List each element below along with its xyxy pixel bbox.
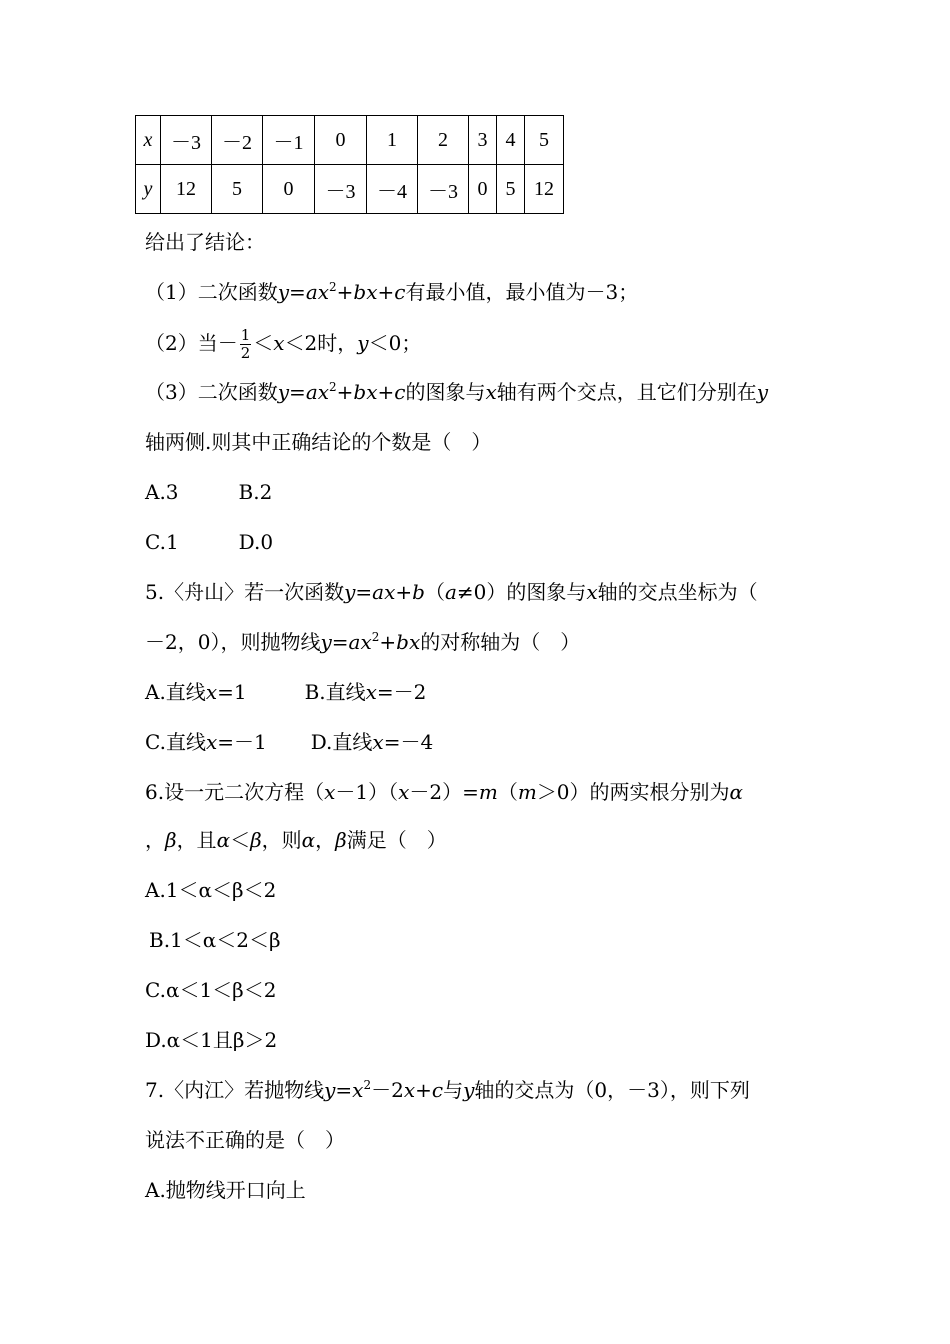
- table-cell: 0: [315, 116, 367, 165]
- table-cell: 5: [497, 165, 525, 214]
- table-cell: 1: [367, 116, 418, 165]
- fraction: $\frac{1}{2}$: [240, 326, 251, 362]
- conclusion-3: （3）二次函数$y=ax^2+bx+c$的图象与x轴有两个交点，且它们分别在y: [145, 380, 769, 404]
- q6-option-b: B.1＜α＜2＜β: [149, 928, 281, 952]
- question-5-cont: －2，0），则抛物线$y=ax^2+bx$的对称轴为（ ）: [145, 630, 581, 654]
- question-6: 6.设一元二次方程（x－1）（x－2）=m（m＞0）的两实根分别为α: [145, 780, 744, 804]
- table-cell: －4: [367, 165, 418, 214]
- table-cell: －1: [263, 116, 315, 165]
- conclusion-2: （2）当－ $\frac{1}{2}$ ＜x＜2时，y＜0；: [145, 326, 422, 362]
- table-cell: －3: [161, 116, 212, 165]
- table-cell: －3: [315, 165, 367, 214]
- question-6-cont: ，β，且α＜β，则α，β满足（ ）: [145, 828, 447, 852]
- conclusion-intro: 给出了结论：: [145, 230, 265, 254]
- table-cell: 2: [418, 116, 469, 165]
- q6-option-c: C.α＜1＜β＜2: [145, 978, 277, 1002]
- y-label: y: [136, 165, 161, 214]
- table-cell: －2: [212, 116, 263, 165]
- question-7-cont: 说法不正确的是（ ）: [145, 1128, 345, 1152]
- options-ab: A.3 B.2: [145, 480, 273, 504]
- x-label: x: [136, 116, 161, 165]
- question-7: 7.〈内江〉若抛物线$y=x^2-2x+c$与y轴的交点为（0，－3），则下列: [145, 1078, 750, 1102]
- table-row: [136, 165, 564, 214]
- table-cell: 12: [161, 165, 212, 214]
- q5-options-ab: A.直线x=1 B.直线x=－2: [145, 680, 427, 704]
- table-cell: 5: [212, 165, 263, 214]
- q5-options-cd: C.直线x=－1 D.直线x=－4: [145, 730, 434, 754]
- q6-option-a: A.1＜α＜β＜2: [145, 878, 277, 902]
- q6-option-d: D.α＜1且β＞2: [145, 1028, 278, 1052]
- table-row: [136, 116, 564, 165]
- table-cell: －3: [418, 165, 469, 214]
- question-4-stem-end: 轴两侧.则其中正确结论的个数是（ ）: [145, 430, 492, 454]
- table-cell: 5: [525, 116, 564, 165]
- xy-value-table: [135, 115, 564, 214]
- table-cell: 0: [263, 165, 315, 214]
- options-cd: C.1 D.0: [145, 530, 274, 554]
- table-cell: 4: [497, 116, 525, 165]
- table-cell: 12: [525, 165, 564, 214]
- conclusion-1: （1）二次函数$y=ax^2+bx+c$有最小值，最小值为－3；: [145, 280, 639, 304]
- table-cell: 3: [469, 116, 497, 165]
- table-cell: 0: [469, 165, 497, 214]
- q7-option-a: A.抛物线开口向上: [145, 1178, 306, 1202]
- question-5: 5.〈舟山〉若一次函数y=ax+b（a≠0）的图象与x轴的交点坐标为（: [145, 580, 758, 604]
